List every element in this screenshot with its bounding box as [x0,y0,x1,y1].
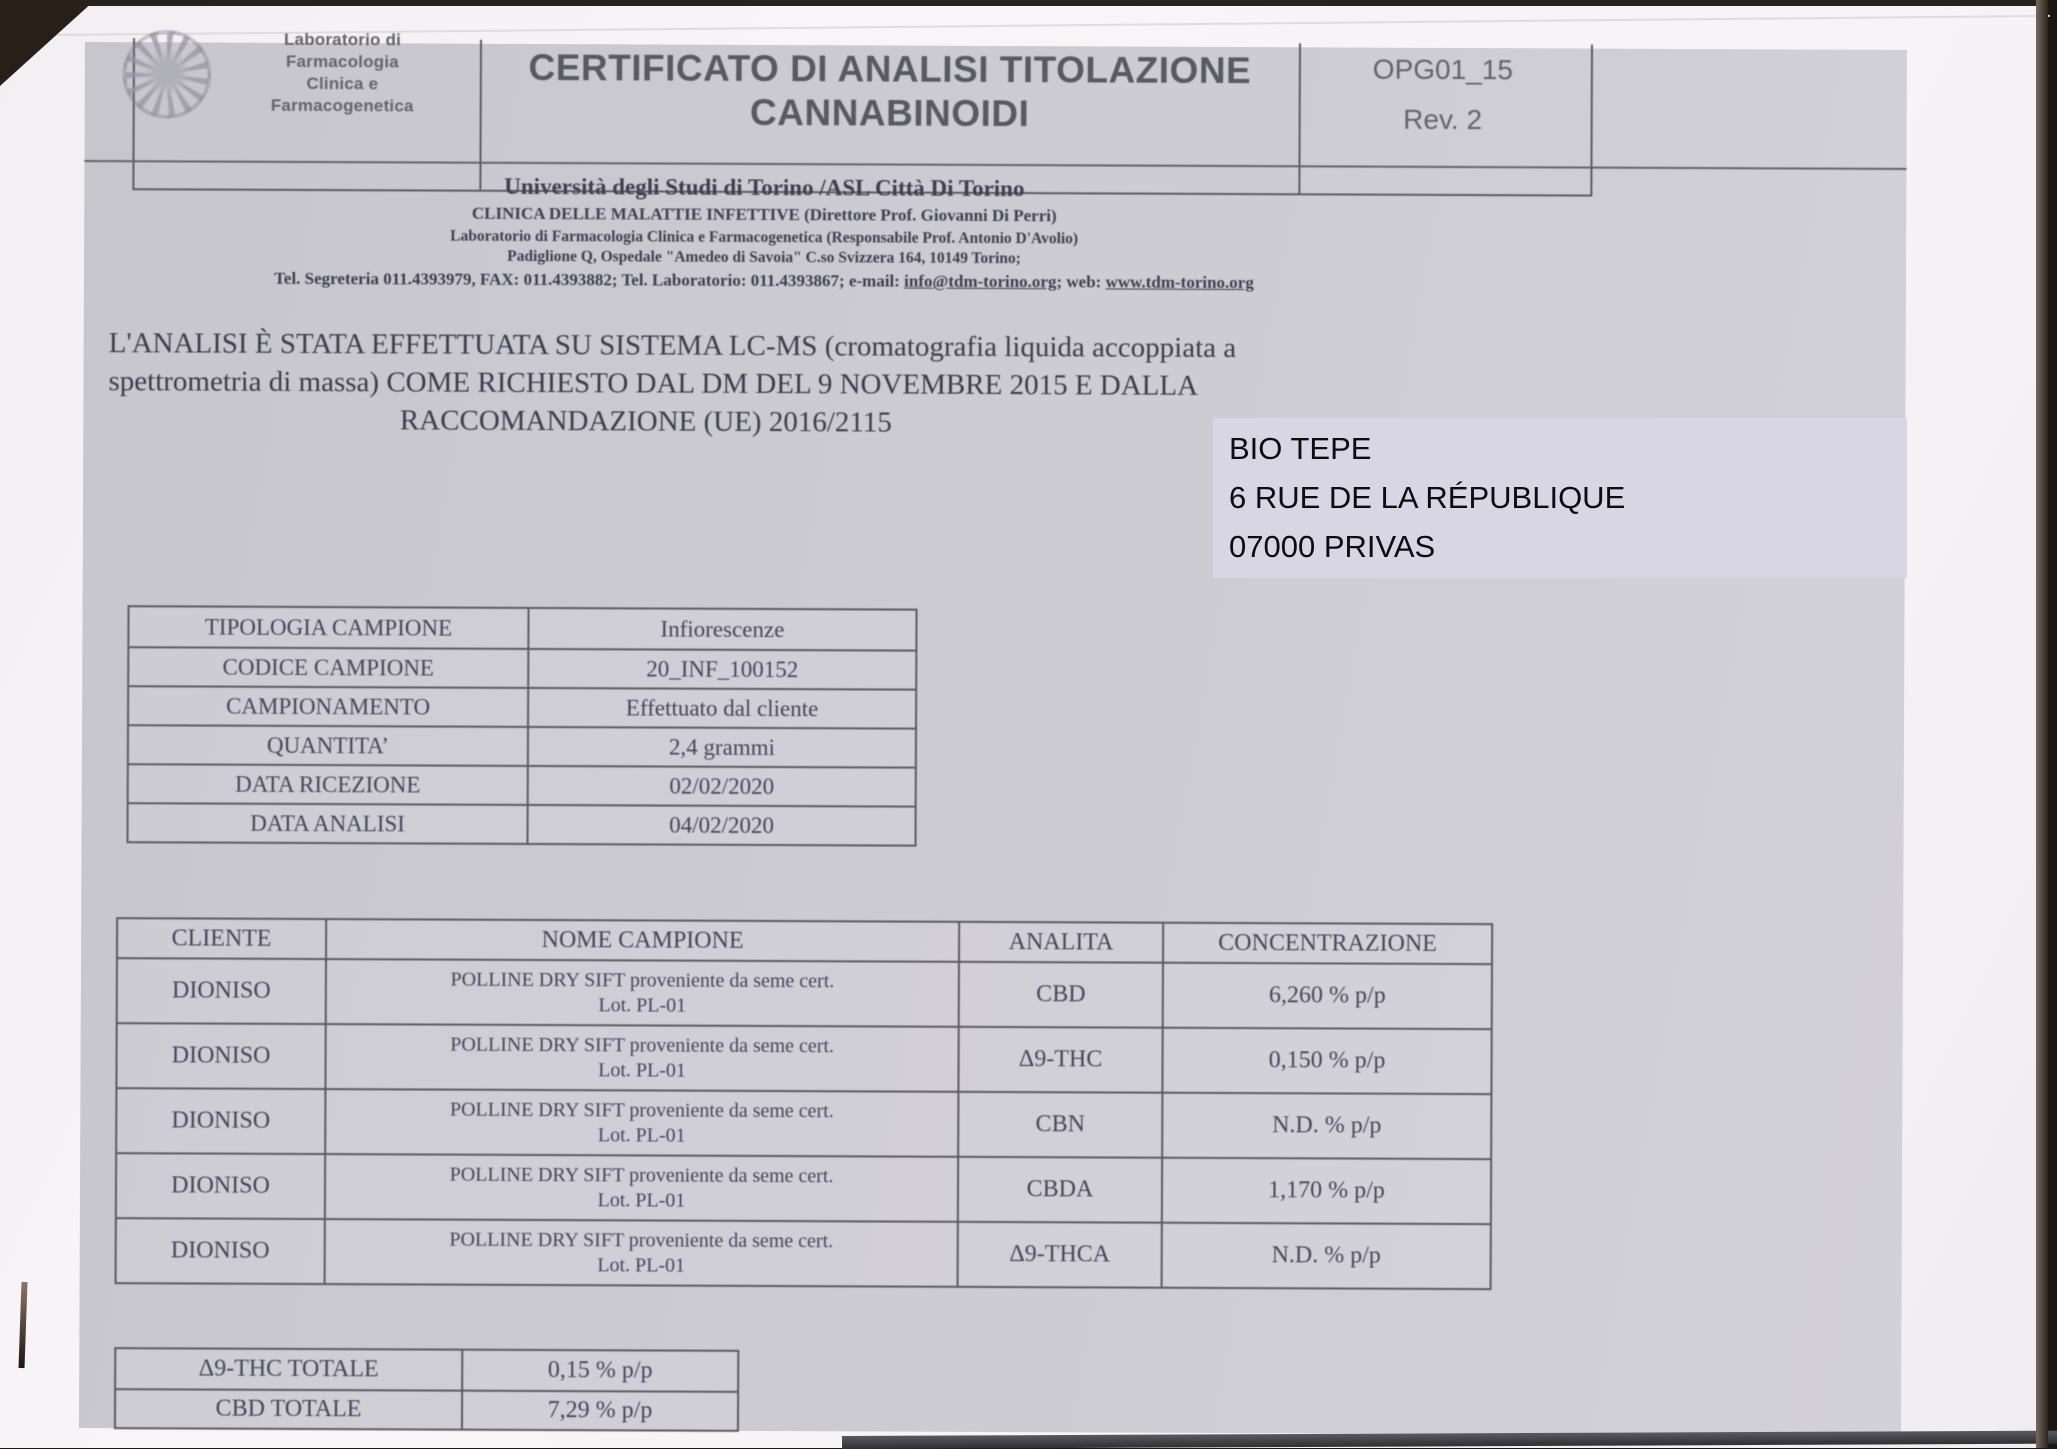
document-revision: Rev. 2 [1403,103,1483,136]
scan-area [79,29,1907,1436]
email-link: info@tdm-torino.org [904,271,1057,292]
results-table [115,917,1494,1290]
table-row [118,957,1491,1028]
cell-cliente: DIONISO [171,1042,271,1069]
row-value: Effettuato dal cliente [527,689,915,728]
total-label: CBD TOTALE [215,1395,362,1423]
table-row [129,763,915,805]
nome-line2: Lot. PL-01 [597,1188,686,1212]
document-code: OPG01_15 [1372,53,1514,86]
web-link: www.tdm-torino.org [1105,272,1254,293]
table-row [116,1388,737,1430]
analysis-statement-line3: RACCOMANDAZIONE (UE) 2016/2115 [399,404,892,439]
total-label: Δ9-THC TOTALE [198,1355,379,1383]
analysis-statement-line2: spettrometria di massa) COME RICHIESTO DAL DM DEL 9 NOVEMBRE 2015 E DALLA [108,365,1199,402]
certificate-title-line2: CANNABINOIDI [749,91,1030,135]
letterhead-clinic: CLINICA DELLE MALATTIE INFETTIVE (Direttore Prof. Giovanni Di Perri) [471,203,1057,226]
nome-line1: POLLINE DRY SIFT proveniente da seme cert. [449,1163,834,1187]
row-value: 02/02/2020 [527,767,915,806]
table-row [129,802,915,844]
nome-line1: POLLINE DRY SIFT proveniente da seme cert. [450,1033,835,1057]
cell-cliente: DIONISO [170,1237,270,1264]
cell-cliente: DIONISO [171,1172,270,1199]
lab-name-line: Clinica e [306,73,379,94]
table-row [129,646,915,688]
row-label: DATA ANALISI [250,810,405,836]
cell-analita: Δ9-THCA [957,1223,1161,1287]
total-value: 0,15 % p/p [461,1351,737,1391]
recipient-overlay [1213,418,1907,578]
table-row [116,1349,737,1391]
cell-nome-campione [324,1220,957,1286]
nome-line1: POLLINE DRY SIFT proveniente da seme cert. [450,968,835,992]
cell-nome-campione [324,1025,957,1091]
cell-analita: CBD [958,963,1162,1027]
row-value: Infiorescenze [527,609,915,650]
cell-cliente: DIONISO [171,1107,271,1134]
recipient-address-line1: 6 RUE DE LA RÉPUBLIQUE [1229,480,1626,515]
cell-analita: Δ9-THC [957,1028,1161,1092]
photo-right-edge [2036,0,2048,1448]
cell-concentrazione: N.D. % p/p [1161,1094,1490,1158]
lab-name [235,29,450,118]
row-label: DATA RICEZIONE [235,771,421,797]
letterhead-address: Padiglione Q, Ospedale "Amedeo di Savoia" C.so Svizzera 164, 10149 Torino; [507,247,1021,268]
table-row [129,685,915,727]
row-value: 20_INF_100152 [527,650,915,689]
cell-nome-campione [324,1090,957,1156]
letterhead-laboratory: Laboratorio di Farmacologia Clinica e Farmacogenetica (Responsabile Prof. Antonio D'Avolio) [450,227,1079,248]
cell-nome-campione [325,960,958,1026]
cell-cliente: DIONISO [171,977,271,1004]
nome-line1: POLLINE DRY SIFT proveniente da seme cert. [449,1098,834,1122]
cell-concentrazione: N.D. % p/p [1161,1224,1490,1288]
letterhead-contacts-text: Tel. Segreteria 011.4393979, FAX: 011.4393882; Tel. Laboratorio: 011.4393867; e-mail: [274,268,905,291]
certificate-content [79,29,1907,1436]
cell-analita: CBDA [957,1158,1161,1222]
table-row [129,607,915,649]
row-label: QUANTITA’ [266,732,390,758]
table-row [129,724,915,766]
column-header-concentrazione: CONCENTRAZIONE [1162,924,1491,963]
column-header-analita: ANALITA [958,923,1162,962]
table-row [117,1152,1490,1223]
cell-concentrazione: 1,170 % p/p [1161,1159,1490,1223]
row-label: CODICE CAMPIONE [222,654,435,681]
total-value: 7,29 % p/p [461,1392,737,1430]
table-row [117,1217,1490,1288]
row-value: 04/02/2020 [527,806,915,845]
recipient-address-line2: 07000 PRIVAS [1229,529,1436,564]
table-row [117,1022,1490,1093]
nome-line2: Lot. PL-01 [598,993,687,1017]
cell-nome-campione [324,1155,957,1221]
table-header-row [118,919,1491,963]
nome-line1: POLLINE DRY SIFT proveniente da seme cert. [449,1228,834,1252]
column-header-cliente: CLIENTE [171,924,272,952]
row-value: 2,4 grammi [527,728,915,767]
letterhead-contacts-separator: ; web: [1056,272,1106,292]
recipient-name: BIO TEPE [1229,431,1372,466]
nome-line2: Lot. PL-01 [597,1253,686,1277]
row-label: CAMPIONAMENTO [226,693,431,720]
table-row [117,1087,1490,1158]
certificate-title [485,46,1295,138]
lab-name-line: Farmacologia [285,51,399,72]
sample-info-table [127,605,918,846]
lab-name-line: Farmacogenetica [270,95,414,116]
university-seal-icon [123,30,211,118]
cell-analita: CBN [957,1093,1161,1157]
header-divider [479,40,482,190]
analysis-statement-line1: L'ANALISI È STATA EFFETTUATA SU SISTEMA LC-MS (cromatografia liquida accoppiata a [108,327,1237,365]
cell-concentrazione: 0,150 % p/p [1161,1029,1490,1093]
column-header-nome-campione: NOME CAMPIONE [325,920,958,961]
letterhead-university: Università degli Studi di Torino /ASL Città Di Torino [504,173,1025,202]
letterhead [244,171,1285,297]
row-label: TIPOLOGIA CAMPIONE [204,614,453,641]
analysis-statement [108,324,1237,443]
nome-line2: Lot. PL-01 [597,1123,686,1147]
letterhead-contacts [244,266,1284,297]
totals-table [114,1347,739,1432]
cell-concentrazione: 6,260 % p/p [1162,964,1491,1028]
nome-line2: Lot. PL-01 [598,1058,686,1082]
certificate-title-line1: CERTIFICATO DI ANALISI TITOLAZIONE [528,46,1252,92]
lab-name-line: Laboratorio di [283,29,402,50]
